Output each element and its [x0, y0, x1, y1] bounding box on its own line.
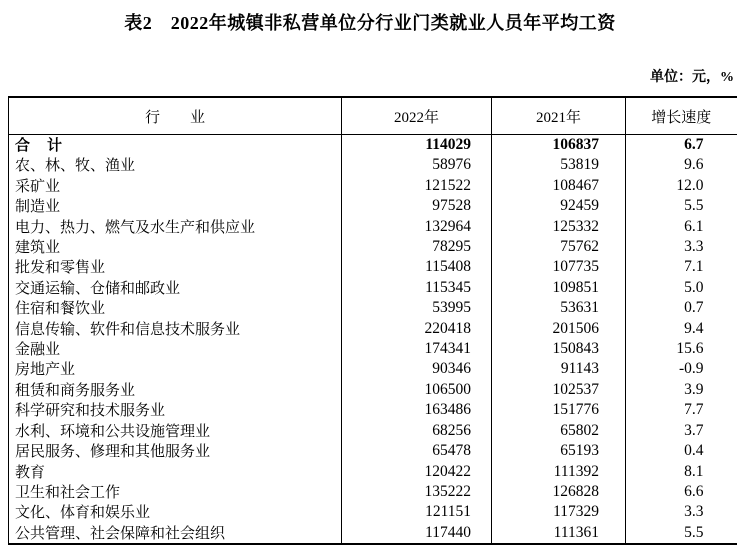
industry-cell: 建筑业	[15, 238, 61, 257]
table-row	[9, 176, 737, 196]
industry-cell: 居民服务、修理和其他服务业	[15, 442, 211, 461]
table-row	[9, 441, 737, 461]
wage-2022-cell: 65478	[342, 441, 492, 461]
wage-2021-cell: 125332	[492, 217, 626, 237]
growth-cell: 3.9	[626, 380, 737, 400]
growth-cell: 7.1	[626, 257, 737, 277]
wage-2022-cell: 106500	[342, 380, 492, 400]
table-row	[9, 359, 737, 379]
industry-cell: 教育	[15, 462, 46, 481]
table-row	[9, 339, 737, 359]
table-row	[9, 502, 737, 522]
industry-cell: 住宿和餐饮业	[15, 299, 106, 318]
wage-2021-cell: 91143	[492, 359, 626, 379]
growth-cell: 6.7	[626, 135, 737, 156]
header-row	[9, 97, 737, 135]
industry-cell: 电力、热力、燃气及水生产和供应业	[15, 217, 256, 236]
wage-2021-cell: 106837	[492, 135, 626, 156]
growth-cell: -0.9	[626, 359, 737, 379]
column-header-industry: 行 业	[9, 97, 342, 135]
industry-cell: 水利、环境和公共设施管理业	[15, 421, 211, 440]
table-title: 表2 2022年城镇非私营单位分行业门类就业人员年平均工资	[124, 13, 616, 33]
table-row	[9, 278, 737, 298]
growth-cell: 12.0	[626, 176, 737, 196]
table-row	[9, 482, 737, 502]
wage-2022-cell: 68256	[342, 421, 492, 441]
industry-cell: 交通运输、仓储和邮政业	[15, 278, 181, 297]
column-header-growth: 增长速度	[626, 97, 737, 135]
wage-2021-cell: 126828	[492, 482, 626, 502]
wage-2022-cell: 220418	[342, 319, 492, 339]
industry-cell: 科学研究和技术服务业	[15, 401, 166, 420]
growth-cell: 3.3	[626, 237, 737, 257]
wage-2021-cell: 117329	[492, 502, 626, 522]
table-row	[9, 523, 737, 544]
table-row	[9, 421, 737, 441]
table-row	[9, 217, 737, 237]
wage-2022-cell: 121151	[342, 502, 492, 522]
growth-cell: 15.6	[626, 339, 737, 359]
table-row	[9, 196, 737, 216]
table-row	[9, 237, 737, 257]
wage-2022-cell: 90346	[342, 359, 492, 379]
wage-2021-cell: 150843	[492, 339, 626, 359]
wage-2021-cell: 92459	[492, 196, 626, 216]
wage-2022-cell: 115408	[342, 257, 492, 277]
table-row	[9, 380, 737, 400]
industry-cell: 房地产业	[15, 360, 76, 379]
growth-cell: 9.4	[626, 319, 737, 339]
wage-2022-cell: 174341	[342, 339, 492, 359]
industry-cell: 信息传输、软件和信息技术服务业	[15, 319, 241, 338]
table-row	[9, 319, 737, 339]
wage-2021-cell: 107735	[492, 257, 626, 277]
wage-2021-cell: 65193	[492, 441, 626, 461]
growth-cell: 3.7	[626, 421, 737, 441]
industry-cell: 批发和零售业	[15, 258, 106, 277]
industry-cell: 卫生和社会工作	[15, 482, 121, 501]
wage-2021-cell: 111361	[492, 523, 626, 544]
growth-cell: 8.1	[626, 462, 737, 482]
wage-2021-cell: 151776	[492, 400, 626, 420]
wage-2022-cell: 121522	[342, 176, 492, 196]
growth-cell: 9.6	[626, 155, 737, 175]
wage-2022-cell: 114029	[342, 135, 492, 156]
unit-note: 单位：元，%	[650, 70, 734, 85]
wage-2021-cell: 53819	[492, 155, 626, 175]
table-row	[9, 135, 737, 156]
column-header-2022: 2022年	[342, 97, 492, 135]
wage-2021-cell: 108467	[492, 176, 626, 196]
wage-2022-cell: 53995	[342, 298, 492, 318]
column-header-2021: 2021年	[492, 97, 626, 135]
industry-cell: 采矿业	[15, 176, 61, 195]
growth-cell: 0.4	[626, 441, 737, 461]
table-body	[9, 135, 737, 545]
wage-2022-cell: 120422	[342, 462, 492, 482]
table-row	[9, 462, 737, 482]
industry-cell: 金融业	[15, 340, 61, 359]
industry-cell: 文化、体育和娱乐业	[15, 503, 151, 522]
growth-cell: 3.3	[626, 502, 737, 522]
growth-cell: 6.1	[626, 217, 737, 237]
wage-2022-cell: 58976	[342, 155, 492, 175]
industry-cell: 租赁和商务服务业	[15, 380, 136, 399]
table-row	[9, 257, 737, 277]
table-row	[9, 298, 737, 318]
wage-2022-cell: 132964	[342, 217, 492, 237]
growth-cell: 5.5	[626, 523, 737, 544]
wage-2021-cell: 102537	[492, 380, 626, 400]
wage-table	[8, 96, 737, 545]
wage-2022-cell: 78295	[342, 237, 492, 257]
wage-2022-cell: 135222	[342, 482, 492, 502]
wage-2022-cell: 117440	[342, 523, 492, 544]
wage-2021-cell: 111392	[492, 462, 626, 482]
growth-cell: 7.7	[626, 400, 737, 420]
industry-cell: 公共管理、社会保障和社会组织	[15, 523, 226, 542]
wage-2021-cell: 75762	[492, 237, 626, 257]
table-row	[9, 400, 737, 420]
wage-2021-cell: 65802	[492, 421, 626, 441]
wage-2021-cell: 109851	[492, 278, 626, 298]
wage-2022-cell: 163486	[342, 400, 492, 420]
wage-2021-cell: 201506	[492, 319, 626, 339]
wage-2021-cell: 53631	[492, 298, 626, 318]
growth-cell: 5.0	[626, 278, 737, 298]
growth-cell: 0.7	[626, 298, 737, 318]
growth-cell: 5.5	[626, 196, 737, 216]
growth-cell: 6.6	[626, 482, 737, 502]
table-row	[9, 155, 737, 175]
wage-2022-cell: 97528	[342, 196, 492, 216]
wage-2022-cell: 115345	[342, 278, 492, 298]
industry-cell: 制造业	[15, 197, 61, 216]
industry-cell: 农、林、牧、渔业	[15, 156, 136, 175]
industry-cell: 合 计	[15, 136, 64, 154]
